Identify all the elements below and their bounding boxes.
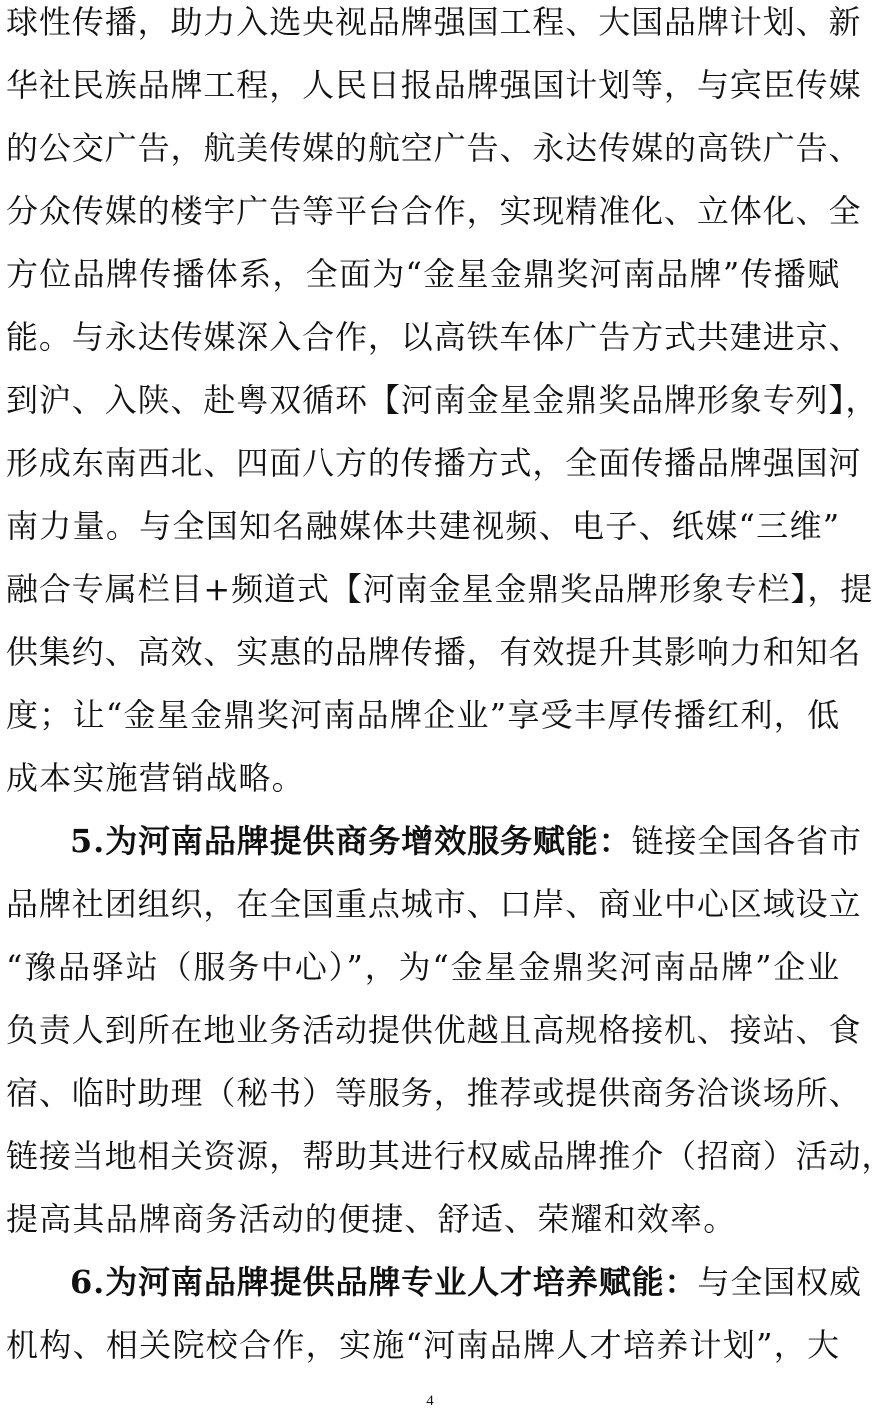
section-6-heading-rest: 与全国权威 [697, 1263, 862, 1301]
section-6-line: 机构、相关院校合作，实施“河南品牌人才培养计划”，大 [6, 1326, 840, 1364]
section-5-line: “豫品驿站（服务中心）”，为“金星金鼎奖河南品牌”企业 [6, 948, 840, 986]
section-5-heading: 5.为河南品牌提供商务增效服务赋能： [70, 822, 632, 860]
paragraph-line: 度；让“金星金鼎奖河南品牌企业”享受丰厚传播红利，低 [6, 696, 840, 734]
section-5-line: 负责人到所在地业务活动提供优越且高规格接机、接站、食 [6, 1011, 862, 1049]
paragraph-line: 到沪、入陕、赴粤双循环【河南金星金鼎奖品牌形象专列】， [6, 381, 879, 419]
paragraph-line: 融合专属栏目+频道式【河南金星金鼎奖品牌形象专栏】，提 [6, 570, 874, 608]
paragraph-line: 南力量。与全国知名融媒体共建视频、电子、纸媒“三维” [6, 507, 840, 545]
paragraph-line: 成本实施营销战略。 [6, 759, 305, 797]
section-5-line: 链接当地相关资源，帮助其进行权威品牌推介（招商）活动， [6, 1137, 894, 1175]
paragraph-line: 华社民族品牌工程，人民日报品牌强国计划等，与宾臣传媒 [6, 66, 862, 104]
paragraph-line: 分众传媒的楼宇广告等平台合作，实现精准化、立体化、全 [6, 192, 862, 230]
section-5-heading-rest: 链接全国各省市 [631, 822, 862, 860]
section-5-line: 宿、临时助理（秘书）等服务，推荐或提供商务洽谈场所、 [6, 1074, 862, 1112]
paragraph-line: 球性传播，助力入选央视品牌强国工程、大国品牌计划、新 [6, 3, 862, 41]
section-5-line: 提高其品牌商务活动的便捷、舒适、荣耀和效率。 [6, 1200, 737, 1238]
section-6-first-line [70, 1262, 862, 1302]
section-5-line: 品牌社团组织，在全国重点城市、口岸、商业中心区域设立 [6, 885, 862, 923]
paragraph-line: 供集约、高效、实惠的品牌传播，有效提升其影响力和知名 [6, 633, 862, 671]
section-5-first-line [70, 821, 862, 861]
paragraph-line: 方位品牌传播体系，全面为“金星金鼎奖河南品牌”传播赋 [6, 255, 840, 293]
paragraph-line: 形成东南西北、四面八方的传播方式，全面传播品牌强国河 [6, 444, 862, 482]
page-number: 4 [426, 1393, 434, 1409]
paragraph-line: 的公交广告，航美传媒的航空广告、永达传媒的高铁广告、 [6, 129, 862, 167]
section-6-heading: 6.为河南品牌提供品牌专业人才培养赋能： [70, 1263, 698, 1301]
paragraph-line: 能。与永达传媒深入合作，以高铁车体广告方式共建进京、 [6, 318, 862, 356]
